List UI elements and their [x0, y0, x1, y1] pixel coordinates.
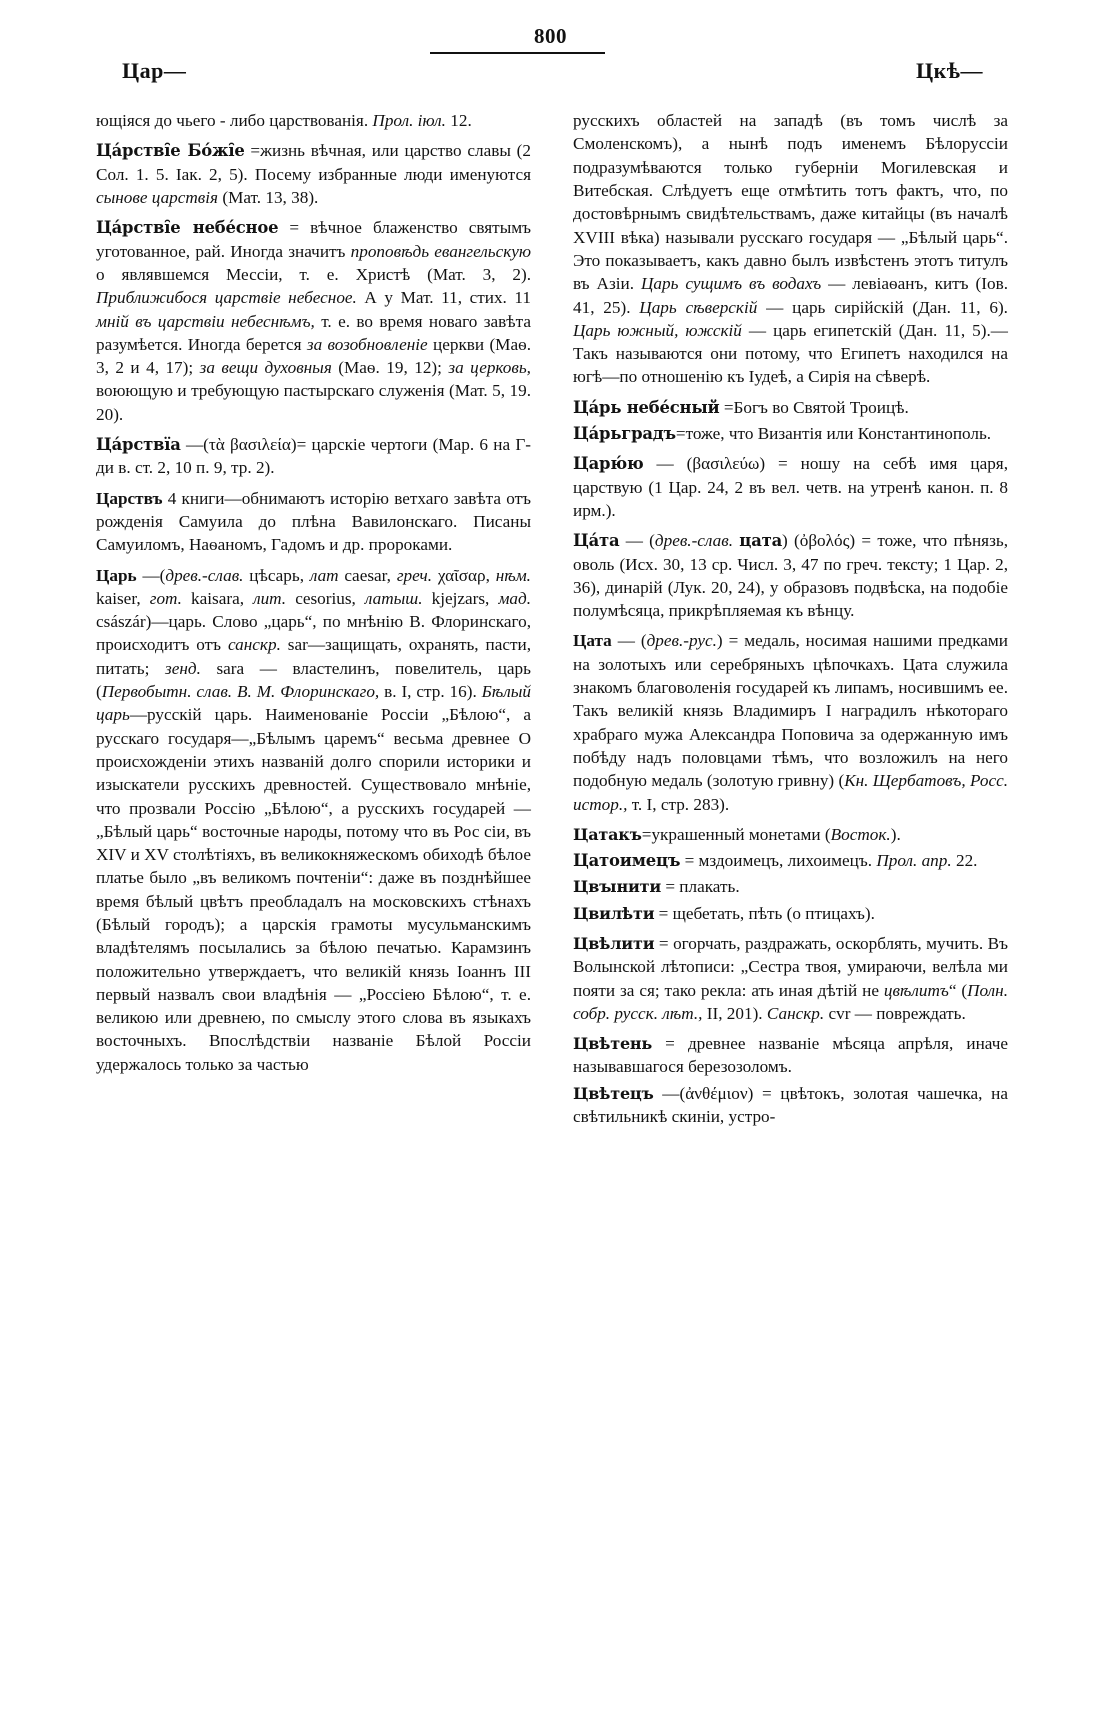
dictionary-entry: Ца́та — (древ.-слав. цата) (ὀβολός) = тоже, что пѣнязь, оволь (Исх. 30, 13 ср. Числ. 3, 47 по греч. тексту; 1 Цар. 2, 36), динарій (Лук. 20, 24), у образовъ подвѣска, на подобіе полумѣсяца, прикрѣпляемая къ вѣнцу. — [573, 531, 1009, 621]
dictionary-entry: Цвѣлити = огорчать, раздражать, оскорблять, мучить. Въ Волынской лѣтописи: „Сестра твоя, умираючи, велѣла ми пояти за ся; тако рекла: ать иная дѣтій не цвѣлитъ“ (Полн. собр. русск. лѣт., II, 201). Санскр. cvr — повреждать. — [573, 933, 1008, 1023]
left-column — [96, 92, 531, 1130]
dictionary-entry: Царь —(древ.-слав. цѣсарь, лат caesar, греч. χαῖσαρ, нѣм. kaiser, гот. kaisara, лит. cesorius, латыш. kjejzars, мад. császár)—царь. Слово „царь“, по мнѣнію В. Флоринскаго, происходитъ отъ санскр. sar—защищать, охранять, пасти, питать; зенд. sara — властелинъ, повелитель, царь (Первобытн. слав. В. М. Флоринскаго, в. I, стр. 16). Бѣлый царь—русскій царь. Наименованіе Россіи „Бѣлою“, а русскаго государя—„Бѣлымъ царемъ“ весьма древнее О происхожденіи этихъ названій долго спорили историки и изыскатели русскихъ древностей. Существовало мнѣніе, что прозвали Россію „Бѣлою“, а русскихъ государей — „Бѣлый царь“ восточные народы, потому что въ Рос сіи, въ XIV и XV столѣтіяхъ, въ великокняжескомъ обиходѣ бѣлое платье было „въ великомъ почтеніи“: даже въ позднѣйшее время бѣлый цвѣтъ преобладалъ на московскихъ стѣнахъ (Бѣлый городъ); а царскія грамоты мусульманскимъ владѣтелямъ посылались за бѣлою печатью. Карамзинъ положительно утверждаетъ, что великій князь Іоаннъ III первый назвалъ свои владѣнія — „Россіею Бѣлою“, т. е. великою или древнею, по смыслу этого слова въ языкахъ восточныхъ. Впослѣдствіи названіе Бѣлой Россіи удержалось только за частью — [96, 565, 531, 1074]
page-number: 800 — [534, 24, 567, 48]
dictionary-entry: Цвилѣти = щебетать, пѣть (о птицахъ). — [573, 903, 875, 923]
right-column — [573, 92, 1008, 1130]
dictionary-entry: Ца́рствїа —(τὰ βασιλεία)= царскіе чертоги (Мар. 6 на Г-ди в. ст. 2, 10 п. 9, тр. 2). — [96, 435, 531, 478]
dictionary-entry: Цвꙑнити = плакать. — [573, 877, 740, 897]
dictionary-entry: Ца́рьградъ=тоже, что Византія или Константинополь. — [573, 424, 992, 444]
running-head-right: Цкѣ— — [916, 58, 983, 83]
dictionary-entry: русскихъ областей на западѣ (въ томъ числѣ за Смоленскомъ), а нынѣ подъ именемъ Бѣлоруссіи подразумѣваются только губерніи Могилевская и Витебская. Слѣдуетъ еще отмѣтить тотъ фактъ, что, по достовѣрнымъ свидѣтельствамъ, даже китайцы (въ началѣ XVIII вѣка) называли русскаго государя — „Бѣлый царь“. Это показываетъ, какъ давно былъ извѣстенъ этотъ титулъ въ Азіи. Царь сущимъ въ водахъ — левіаѳанъ, китъ (Іов. 41, 25). Царь сѣверскій — царь сирійскій (Дан. 11, 6). Царь южный, южскій — царь египетскій (Дан. 11, 5).— Такъ называются они потому, что Египетъ находился на югѣ—по отношенію къ Іудеѣ, а Сирія на сѣверѣ. — [573, 111, 1009, 387]
running-head-left: Цар— — [122, 58, 187, 83]
dictionary-entry: Цатоимецъ = мздоимецъ, лихоимецъ. Прол. апр. 22. — [573, 851, 978, 871]
page-columns — [96, 92, 1008, 1130]
dictionary-entry: ющіяся до чьего - либо царствованія. Прол. іюл. 12. — [96, 111, 472, 131]
dictionary-entry: Ца́рстві̑е Бо́жі̑е =жизнь вѣчная, или царство славы (2 Сол. 1. 5. Іак. 2, 5). Посему избранные люди именуются сынове царствія (Мат. 13, 38). — [96, 141, 531, 208]
dictionary-entry: Царю́ю — (βασιλεύω) = ношу на себѣ имя царя, царствую (1 Цар. 24, 2 въ вел. четв. на утренѣ канон. п. 8 ирм.). — [573, 454, 1008, 520]
dictionary-entry: Цвѣтень = древнее названіе мѣсяца апрѣля, иначе называвшагося березозоломъ. — [573, 1034, 1008, 1077]
dictionary-entry: Ца́рстві̑е небе́сное = вѣчное блаженство святымъ уготованное, рай. Иногда значитъ проповѣдь евангельскую о являвшемся Мессіи, т. е. Христѣ (Мат. 3, 2). Приближибося царствіе небесное. А у Мат. 11, стих. 11 мній въ царствіи небеснѣмъ, т. е. во время новаго завѣта разумѣется. Иногда берется за возобновленіе церкви (Маѳ. 3, 2 и 4, 17); за вещи духовныя (Маѳ. 19, 12); за церковь, воюющую и требующую пастырскаго служенія (Мат. 5, 19. 20). — [96, 218, 532, 424]
dictionary-entry: Цата — (древ.-рус.) = медаль, носимая нашими предками на золотыхъ или серебряныхъ цѣпочкахъ. Цата служила знакомъ благоволенія государей къ липамъ, носившимъ ее. Такъ великій князь Владимиръ I наградилъ нѣкотораго храбраго мужа Александра Поповича за одержанную имъ побѣду надъ половцами тѣмъ, что возложилъ на него подобную медаль (золотую гривну) (Кн. Щербатовъ, Росс. истор., т. I, стр. 283). — [573, 631, 1008, 814]
running-headers — [0, 58, 1101, 90]
dictionary-entry: Царствъ 4 книги—обнимаютъ исторію ветхаго завѣта отъ рожденія Самуила до плѣна Вавилонскаго. Писаны Самуиломъ, Наѳаномъ, Гадомъ и др. пророками. — [96, 488, 531, 555]
header-rule — [430, 52, 605, 54]
dictionary-entry: Цвѣтецъ —(ἀνθέμιον) = цвѣтокъ, золотая чашечка, на свѣтильникѣ скиніи, устро- — [573, 1083, 1008, 1127]
dictionary-entry: Ца́рь небе́сный =Богъ во Святой Троицѣ. — [573, 397, 909, 417]
dictionary-entry: Цатакъ=украшенный монетами (Восток.). — [573, 824, 901, 844]
